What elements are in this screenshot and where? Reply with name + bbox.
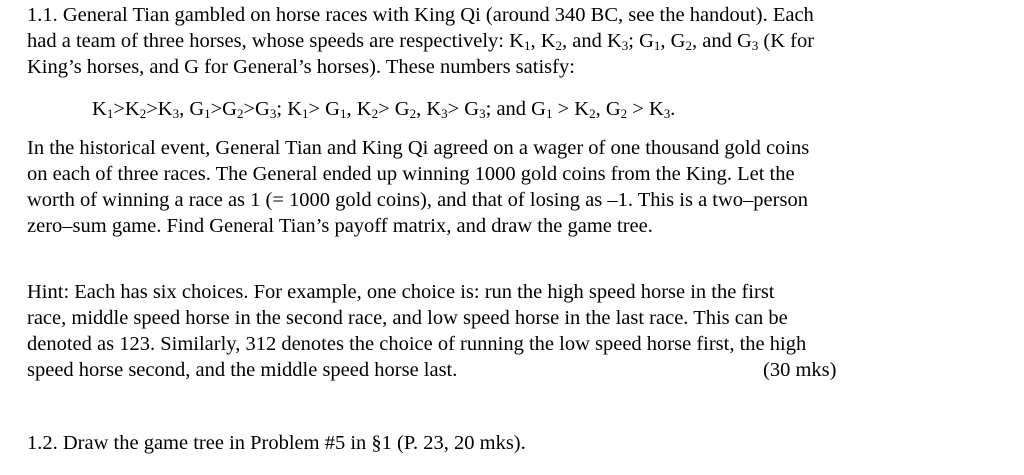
text-line: worth of winning a race as 1 (= 1000 gold coins), and that of losing as –1. This is a two–person <box>27 189 808 211</box>
text-line-last: speed horse second, and the middle speed horse last. (30 mks) <box>27 359 837 381</box>
inequality-formula: $K_1>K_2>K_3$, $G_1>G_2>G_3$; $K_1> G_1$, $K_2> G_2$, $K_3> G_3$; and $G_1 > K_2$, $G_2 > K_3$. <box>92 98 676 121</box>
text-line: In the historical event, General Tian and King Qi agreed on a wager of one thousand gold coins <box>27 137 810 159</box>
problem-1-2 <box>27 430 1017 456</box>
text-line: 1.2. Draw the game tree in Problem #5 in §1 (P. 23, 20 mks). <box>27 432 526 454</box>
problem-1-1-intro <box>27 2 1017 80</box>
text-line: on each of three races. The General ended up winning 1000 gold coins from the King. Let the <box>27 163 795 185</box>
text-line: denoted as 123. Similarly, 312 denotes the choice of running the low speed horse first, the high <box>27 333 807 355</box>
text-line: King’s horses, and G for General’s horses). These numbers satisfy: <box>27 56 575 78</box>
text-line: 1.1. General Tian gambled on horse races with King Qi (around 340 BC, see the handout). Each <box>27 4 814 26</box>
text-line: Hint: Each has six choices. For example, one choice is: run the high speed horse in the first <box>27 281 775 303</box>
text-line: zero–sum game. Find General Tian’s payoff matrix, and draw the game tree. <box>27 215 653 237</box>
problem-1-1-body <box>27 135 1017 239</box>
marks-label: (30 mks) <box>763 359 837 381</box>
text-line: race, middle speed horse in the second race, and low speed horse in the last race. This can be <box>27 307 788 329</box>
hint-paragraph <box>27 279 1017 383</box>
text-line-with-subscripts: had a team of three horses, whose speeds are respectively: $K_1$, $K_2$, and $K_3$; $G_1$, $G_2$, and $G_3$ (K for <box>27 30 815 53</box>
